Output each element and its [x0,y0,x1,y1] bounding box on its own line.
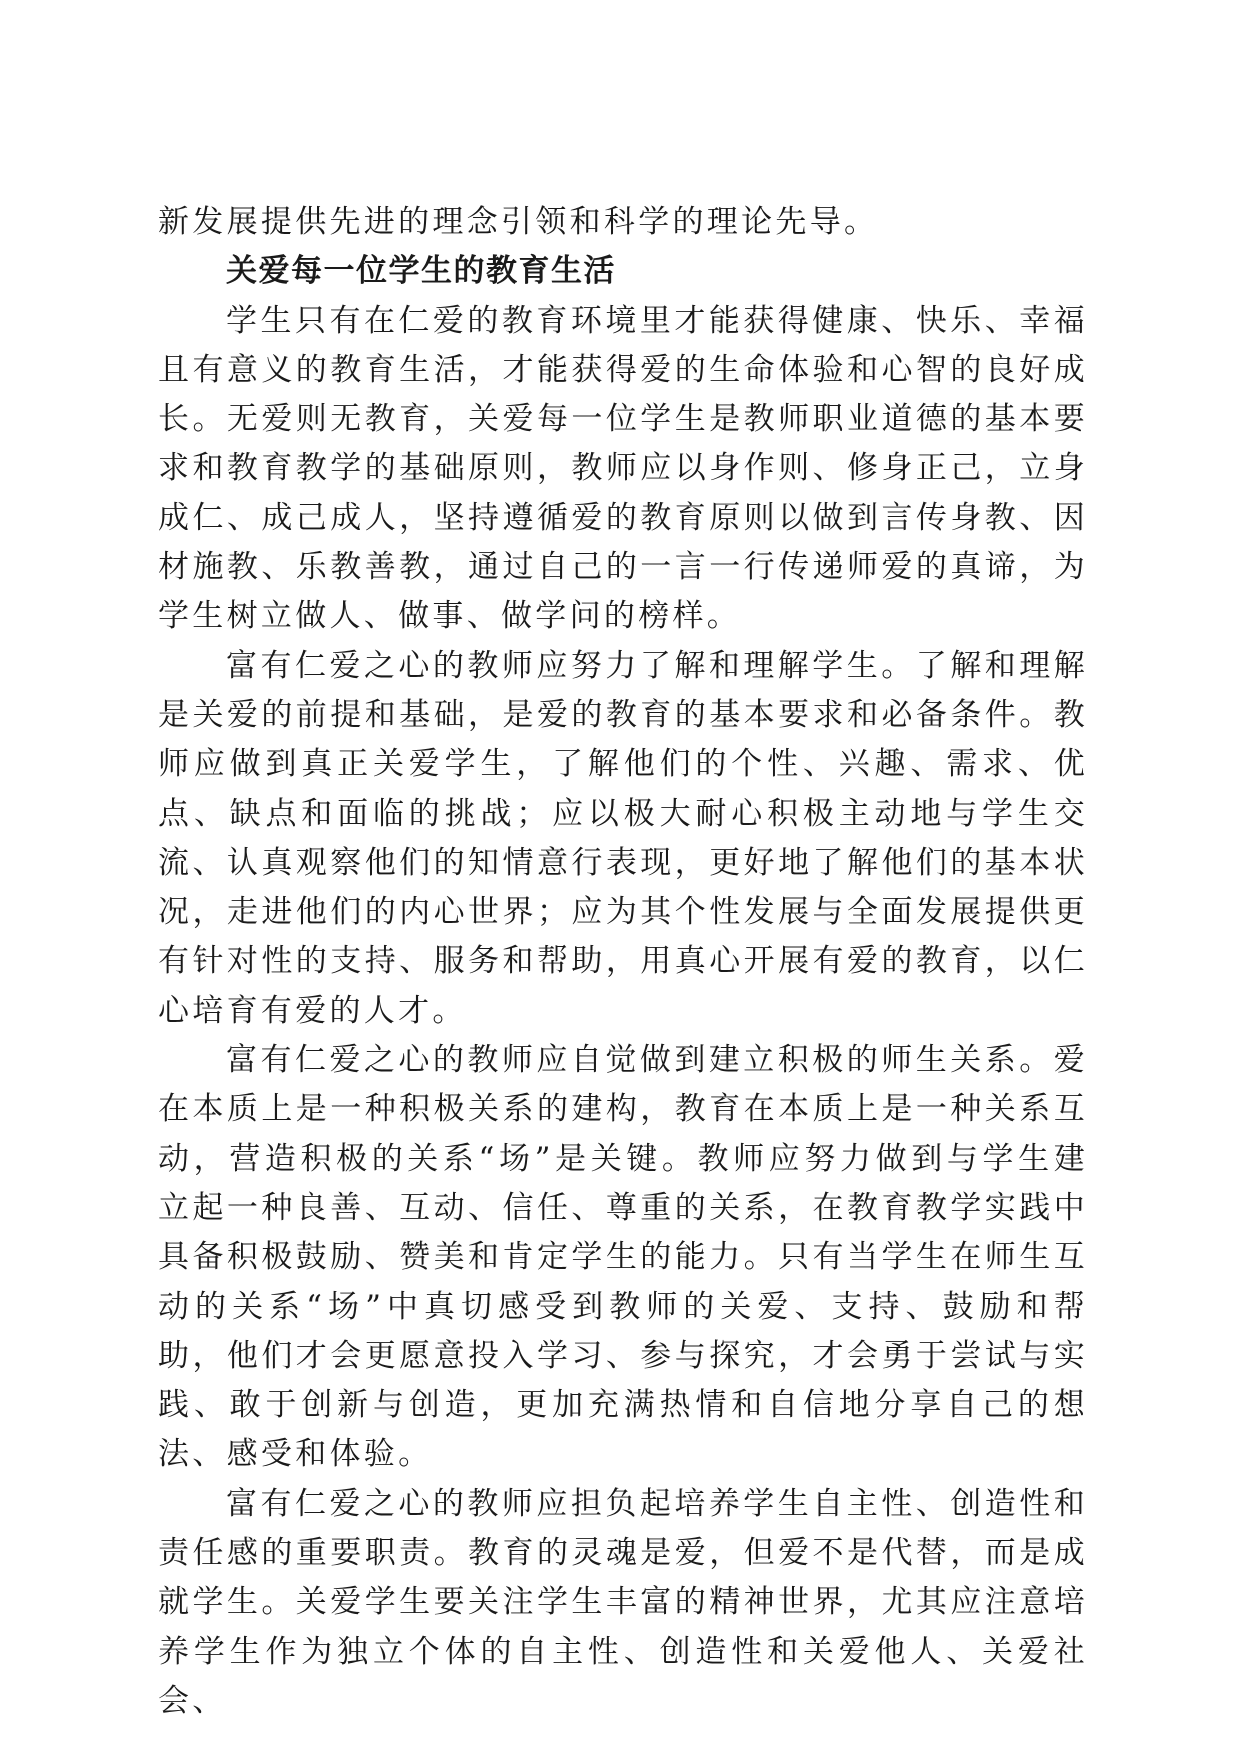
paragraph-2: 富有仁爱之心的教师应努力了解和理解学生。了解和理解是关爱的前提和基础，是爱的教育的基本要求和必备条件。教师应做到真正关爱学生，了解他们的个性、兴趣、需求、优点、缺点和面临的挑战；应以极大耐心积极主动地与学生交流、认真观察他们的知情意行表现，更好地了解他们的基本状况，走进他们的内心世界；应为其个性发展与全面发展提供更有针对性的支持、服务和帮助，用真心开展有爱的教育，以仁心培育有爱的人才。 [158,647,1088,1029]
paragraph-3: 富有仁爱之心的教师应自觉做到建立积极的师生关系。爱在本质上是一种积极关系的建构，教育在本质上是一种关系互动，营造积极的关系“场”是关键。教师应努力做到与学生建立起一种良善、互动、信任、尊重的关系，在教育教学实践中具备积极鼓励、赞美和肯定学生的能力。只有当学生在师生互动的关系“场”中真切感受到教师的关爱、支持、鼓励和帮助，他们才会更愿意投入学习、参与探究，才会勇于尝试与实践、敢于创新与创造，更加充满热情和自信地分享自己的想法、感受和体验。 [158,1042,1088,1473]
continuation-text: 新发展提供先进的理念引领和科学的理论先导。 [158,204,879,240]
paragraph-1: 学生只有在仁爱的教育环境里才能获得健康、快乐、幸福且有意义的教育生活，才能获得爱的生命体验和心智的良好成长。无爱则无教育，关爱每一位学生是教师职业道德的基本要求和教育教学的基础原则，教师应以身作则、修身正己，立身成仁、成己成人，坚持遵循爱的教育原则以做到言传身教、因材施教、乐教善教，通过自己的一言一行传递师爱的真谛，为学生树立做人、做事、做学问的榜样。 [158,302,1088,635]
paragraph-4: 富有仁爱之心的教师应担负起培养学生自主性、创造性和责任感的重要职责。教育的灵魂是爱，但爱不是代替，而是成就学生。关爱学生要关注学生丰富的精神世界，尤其应注意培养学生作为独立个体的自主性、创造性和关爱他人、关爱社会、 [158,1485,1088,1719]
document-body [158,198,1088,1726]
section-heading: 关爱每一位学生的教育生活 [226,253,616,290]
